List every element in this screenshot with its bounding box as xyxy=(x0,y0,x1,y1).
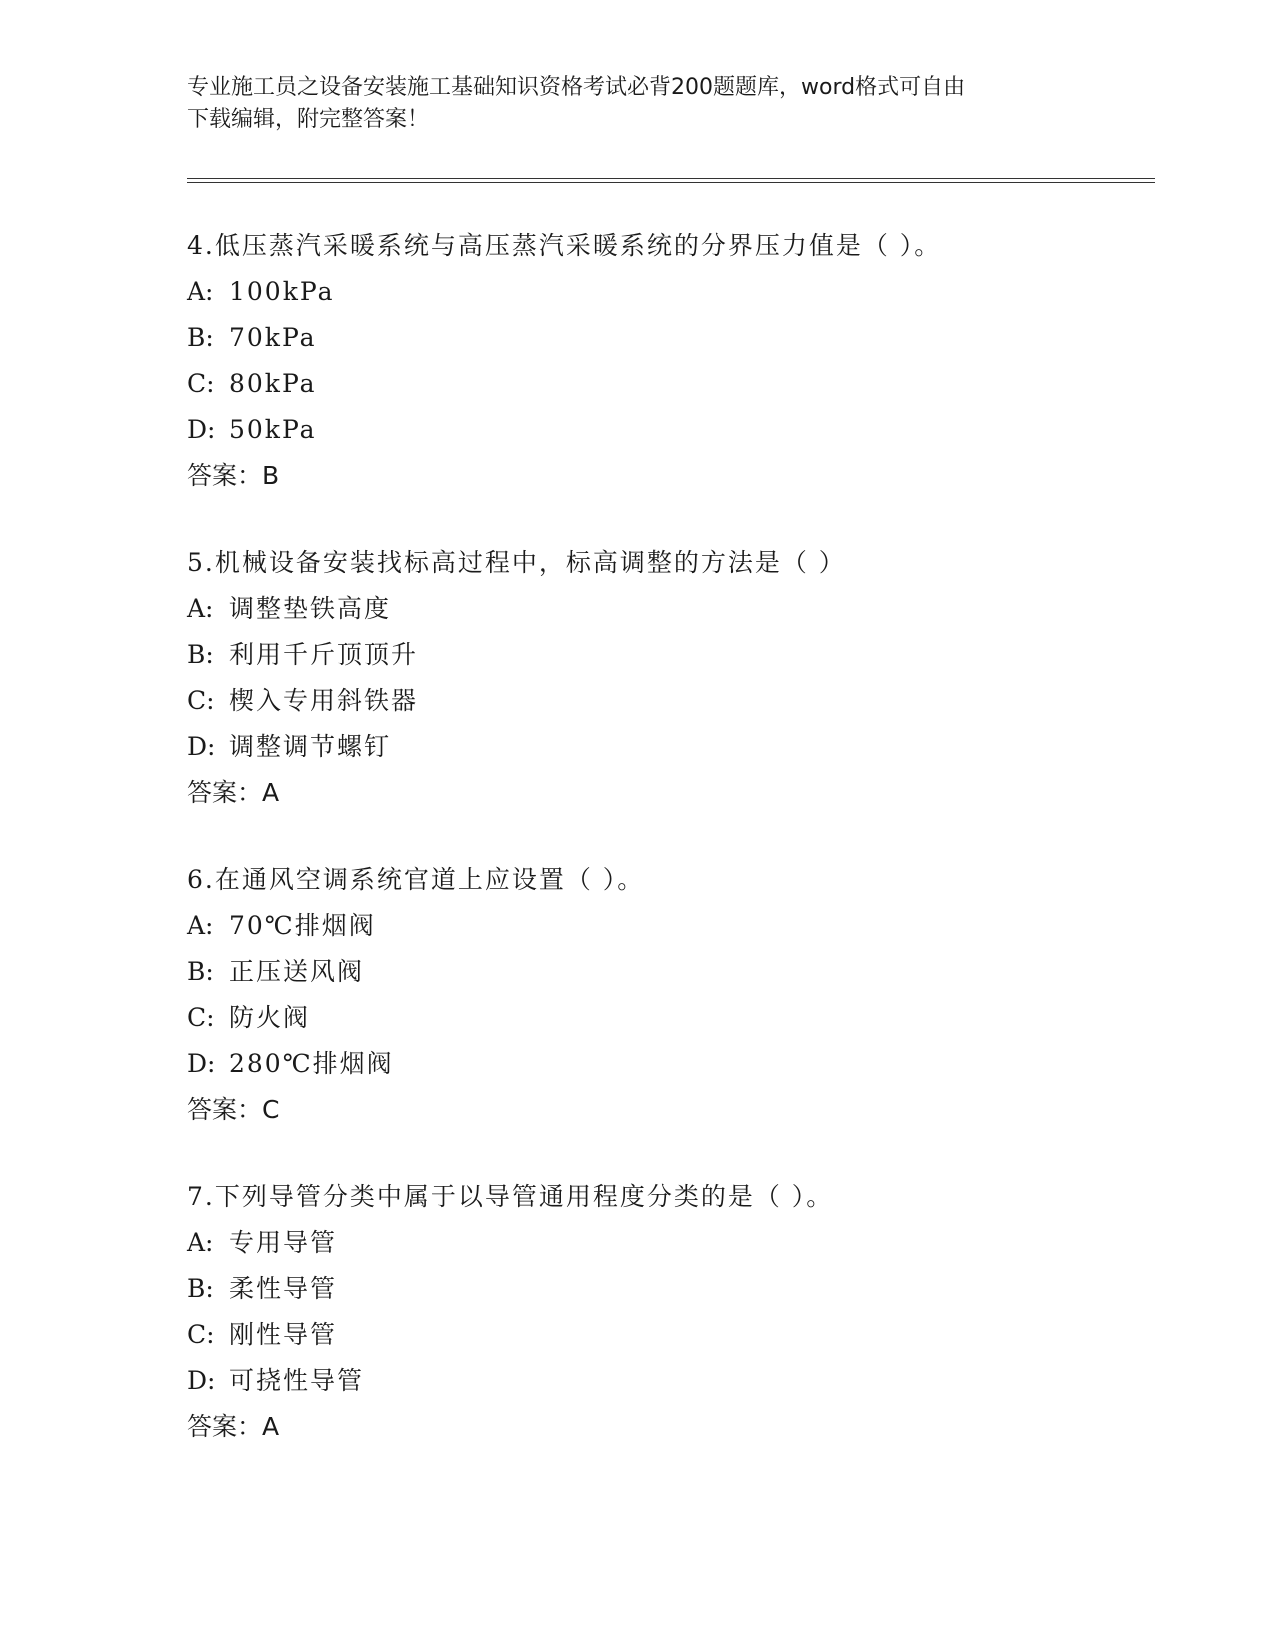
document-header xyxy=(187,72,1087,136)
option-d: D: 调整调节螺钉 xyxy=(187,732,392,761)
option-a: A: 专用导管 xyxy=(187,1228,338,1257)
question-text: 5.机械设备安装找标高过程中，标高调整的方法是（ ） xyxy=(187,548,846,577)
option-a: A: 调整垫铁高度 xyxy=(187,594,392,623)
answer-line: 答案：A xyxy=(187,778,280,807)
header-line-1: 专业施工员之设备安装施工基础知识资格考试必背200题题库，word格式可自由 xyxy=(187,75,966,100)
option-a: A: 100kPa xyxy=(187,277,335,306)
question-block xyxy=(187,1174,1137,1450)
question-text: 7.下列导管分类中属于以导管通用程度分类的是（ ）。 xyxy=(187,1182,834,1211)
option-c: C: 80kPa xyxy=(187,369,317,398)
option-b: B: 柔性导管 xyxy=(187,1274,338,1303)
question-block xyxy=(187,540,1137,816)
option-d: D: 可挠性导管 xyxy=(187,1366,365,1395)
option-d: D: 50kPa xyxy=(187,415,317,444)
option-c: C: 防火阀 xyxy=(187,1003,311,1032)
header-divider xyxy=(187,178,1155,183)
option-a: A: 70℃排烟阀 xyxy=(187,911,376,940)
question-block xyxy=(187,223,1137,499)
question-text: 6.在通风空调系统官道上应设置（ ）。 xyxy=(187,865,645,894)
option-b: B: 利用千斤顶顶升 xyxy=(187,640,419,669)
answer-line: 答案：B xyxy=(187,461,280,490)
option-b: B: 70kPa xyxy=(187,323,317,352)
header-line-2: 下载编辑，附完整答案！ xyxy=(187,107,430,132)
question-text: 4.低压蒸汽采暖系统与高压蒸汽采暖系统的分界压力值是（ ）。 xyxy=(187,231,942,260)
option-c: C: 刚性导管 xyxy=(187,1320,338,1349)
answer-line: 答案：C xyxy=(187,1095,280,1124)
option-c: C: 楔入专用斜铁器 xyxy=(187,686,419,715)
option-d: D: 280℃排烟阀 xyxy=(187,1049,394,1078)
question-block xyxy=(187,857,1137,1133)
answer-line: 答案：A xyxy=(187,1412,280,1441)
option-b: B: 正压送风阀 xyxy=(187,957,365,986)
